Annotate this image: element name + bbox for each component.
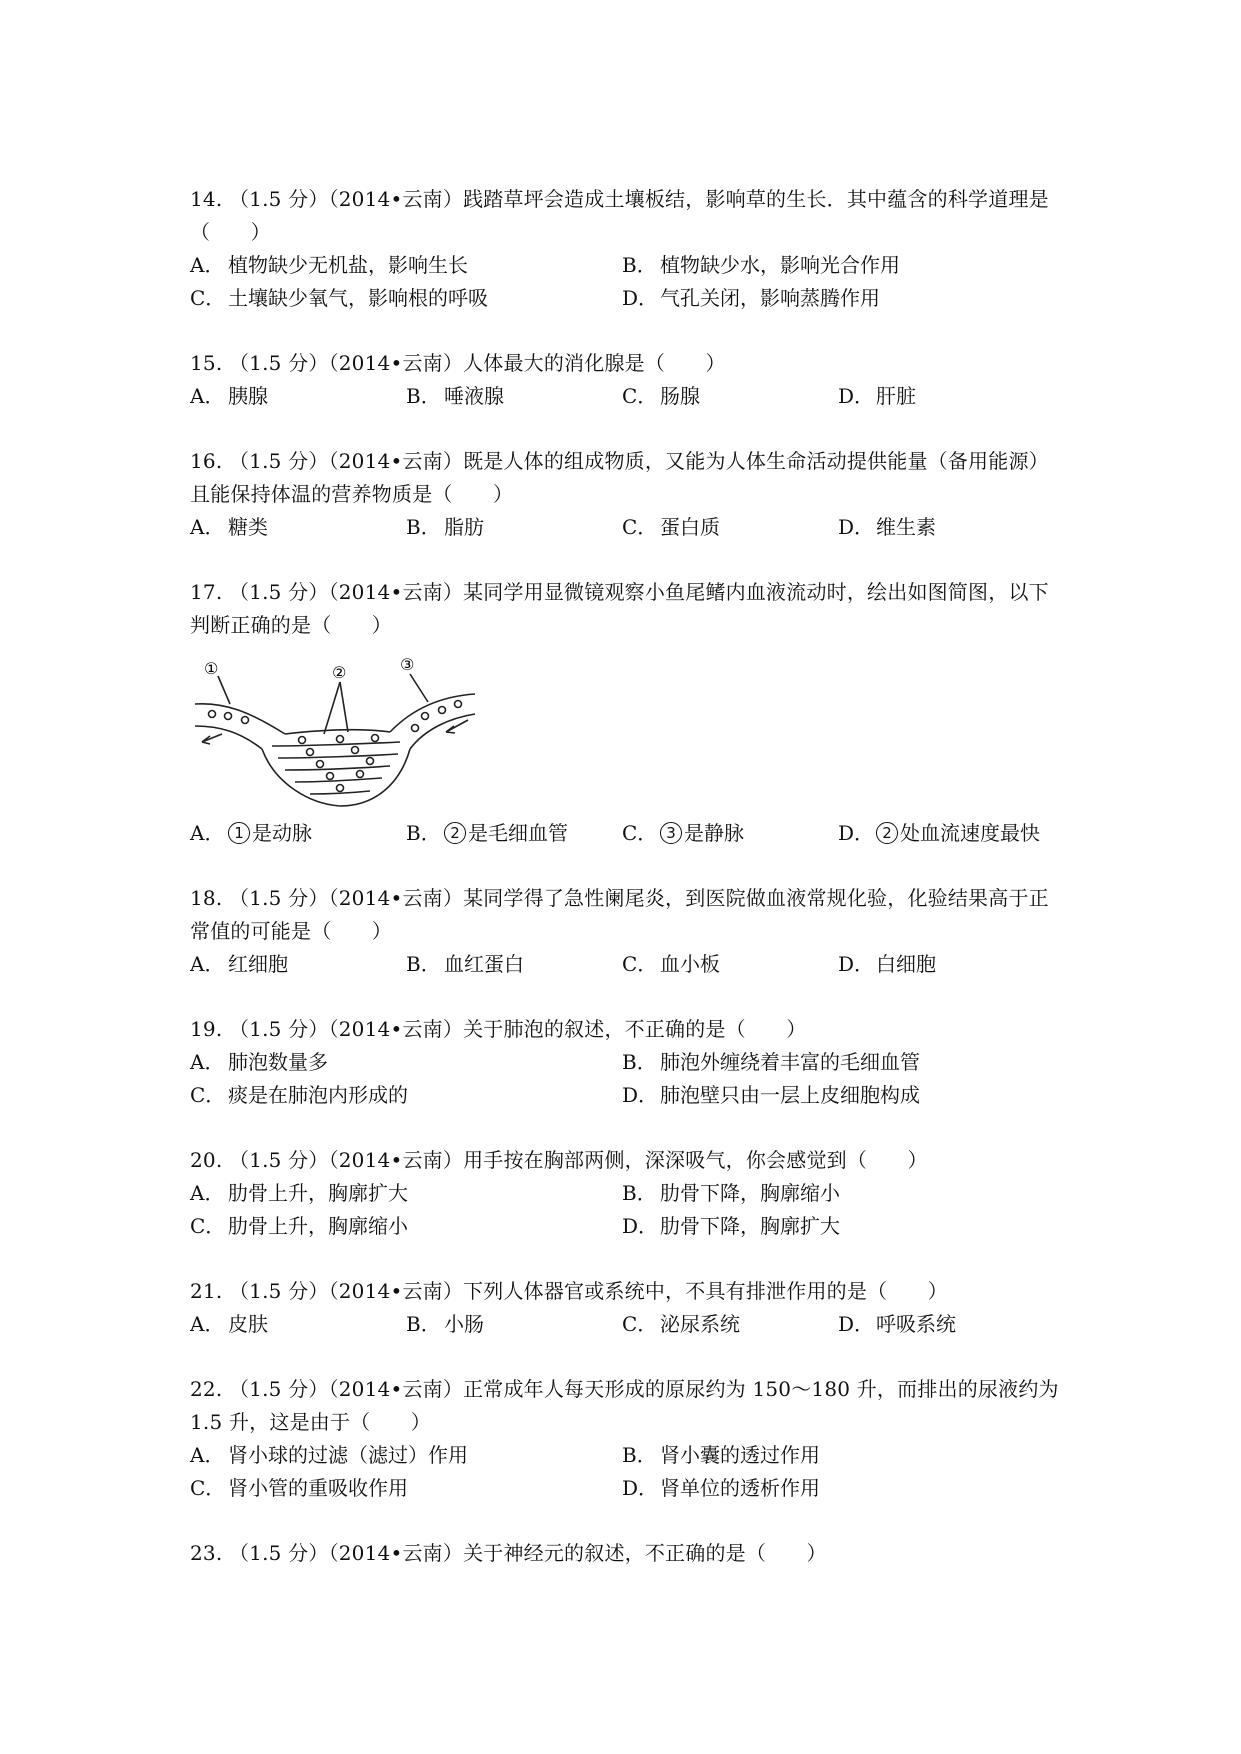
options <box>190 1439 1060 1505</box>
option-text: 脂肪 <box>444 515 484 539</box>
option-letter: A． <box>190 253 225 277</box>
question-number: 17. <box>190 580 223 604</box>
option-d[interactable] <box>838 1308 1060 1341</box>
question-number: 22. <box>190 1377 223 1401</box>
option-letter: B． <box>406 1312 441 1336</box>
question-17 <box>190 576 1060 850</box>
question-18 <box>190 882 1060 981</box>
spacer <box>190 413 1060 445</box>
option-letter: D． <box>838 821 875 845</box>
option-b[interactable] <box>622 1439 1060 1472</box>
option-d[interactable] <box>838 380 1060 413</box>
option-letter: A． <box>190 384 225 408</box>
question-stem <box>190 183 1060 249</box>
option-a[interactable] <box>190 948 406 981</box>
option-letter: B． <box>406 821 441 845</box>
options <box>190 948 1060 981</box>
question-points: （1.5 分） <box>228 1377 329 1401</box>
option-text: 泌尿系统 <box>660 1312 740 1336</box>
option-d[interactable] <box>622 1079 1060 1112</box>
question-number: 14. <box>190 187 223 211</box>
option-letter: B． <box>622 1050 657 1074</box>
option-c[interactable] <box>622 380 838 413</box>
fish-tail-blood-flow-diagram <box>190 654 480 809</box>
option-letter: C． <box>622 384 658 408</box>
option-letter: D． <box>838 515 875 539</box>
question-source: （2014•云南） <box>328 449 464 473</box>
spacer <box>190 981 1060 1013</box>
question-stem <box>190 445 1060 511</box>
option-text: 蛋白质 <box>660 515 720 539</box>
option-text: 小肠 <box>444 1312 484 1336</box>
option-c[interactable] <box>190 282 622 315</box>
option-text: 肾小管的重吸收作用 <box>228 1476 408 1500</box>
option-text: 是毛细血管 <box>468 821 568 845</box>
option-text: 皮肤 <box>228 1312 268 1336</box>
option-letter: D． <box>838 1312 875 1336</box>
option-c[interactable] <box>190 1079 622 1112</box>
option-letter: D． <box>622 1476 659 1500</box>
option-text: 植物缺少水，影响光合作用 <box>660 253 900 277</box>
option-letter: A． <box>190 515 225 539</box>
question-text: 下列人体器官或系统中，不具有排泄作用的是（ ） <box>463 1279 948 1303</box>
question-source: （2014•云南） <box>328 1377 464 1401</box>
option-c[interactable] <box>622 511 838 544</box>
question-stem <box>190 347 1060 380</box>
option-letter: B． <box>406 952 441 976</box>
option-text: 肋骨下降，胸廓缩小 <box>660 1181 840 1205</box>
option-b[interactable] <box>406 1308 622 1341</box>
question-points: （1.5 分） <box>228 351 329 375</box>
question-20 <box>190 1144 1060 1243</box>
question-text: 某同学用显微镜观察小鱼尾鳍内血液流动时，绘出如图简图，以下判断正确的是（ ） <box>190 580 1049 637</box>
option-a[interactable] <box>190 1439 622 1472</box>
option-text: 气孔关闭，影响蒸腾作用 <box>660 286 880 310</box>
options <box>190 1046 1060 1112</box>
question-number: 23. <box>190 1541 223 1565</box>
question-14 <box>190 183 1060 315</box>
option-letter: B． <box>622 1181 657 1205</box>
question-number: 15. <box>190 351 223 375</box>
option-letter: B． <box>406 515 441 539</box>
option-letter: D． <box>622 1214 659 1238</box>
spacer <box>190 544 1060 576</box>
spacer <box>190 850 1060 882</box>
option-text: 处血流速度最快 <box>900 821 1040 845</box>
option-letter: B． <box>622 253 657 277</box>
option-b[interactable] <box>406 817 622 850</box>
option-letter: B． <box>406 384 441 408</box>
question-text: 关于肺泡的叙述，不正确的是（ ） <box>463 1017 807 1041</box>
question-points: （1.5 分） <box>228 1279 329 1303</box>
option-d[interactable] <box>622 282 1060 315</box>
option-text: 肺泡壁只由一层上皮细胞构成 <box>660 1083 920 1107</box>
circled-number: 3 <box>660 822 682 844</box>
option-letter: C． <box>622 515 658 539</box>
option-text: 土壤缺少氧气，影响根的呼吸 <box>228 286 488 310</box>
question-21 <box>190 1275 1060 1341</box>
option-text: 肺泡数量多 <box>228 1050 328 1074</box>
question-16 <box>190 445 1060 544</box>
option-text: 肺泡外缠绕着丰富的毛细血管 <box>660 1050 920 1074</box>
option-d[interactable] <box>622 1472 1060 1505</box>
question-23 <box>190 1537 1060 1570</box>
figure-label-3: ③ <box>400 655 415 674</box>
option-a[interactable] <box>190 1177 622 1210</box>
question-points: （1.5 分） <box>228 886 329 910</box>
option-letter: C． <box>190 286 226 310</box>
option-text: 血小板 <box>660 952 720 976</box>
option-text: 维生素 <box>876 515 936 539</box>
question-number: 18. <box>190 886 223 910</box>
option-letter: A． <box>190 1443 225 1467</box>
option-b[interactable] <box>622 1177 1060 1210</box>
options <box>190 249 1060 315</box>
option-letter: B． <box>622 1443 657 1467</box>
question-points: （1.5 分） <box>228 1148 329 1172</box>
exam-page <box>190 183 1060 1570</box>
option-b[interactable] <box>406 948 622 981</box>
question-number: 21. <box>190 1279 223 1303</box>
figure-label-1: ① <box>204 659 219 678</box>
option-text: 肋骨上升，胸廓扩大 <box>228 1181 408 1205</box>
question-text: 人体最大的消化腺是（ ） <box>463 351 726 375</box>
question-source: （2014•云南） <box>328 351 464 375</box>
option-letter: C． <box>622 821 658 845</box>
option-c[interactable] <box>622 948 838 981</box>
option-d[interactable] <box>622 1210 1060 1243</box>
option-text: 植物缺少无机盐，影响生长 <box>228 253 468 277</box>
question-15 <box>190 347 1060 413</box>
option-b[interactable] <box>622 249 1060 282</box>
question-stem <box>190 576 1060 642</box>
option-d[interactable] <box>838 511 1060 544</box>
question-number: 20. <box>190 1148 223 1172</box>
option-text: 糖类 <box>228 515 268 539</box>
option-letter: D． <box>622 286 659 310</box>
option-letter: C． <box>622 952 658 976</box>
question-source: （2014•云南） <box>328 1148 464 1172</box>
option-text: 呼吸系统 <box>876 1312 956 1336</box>
option-text: 胰腺 <box>228 384 268 408</box>
question-text: 某同学得了急性阑尾炎，到医院做血液常规化验，化验结果高于正常值的可能是（ ） <box>190 886 1049 943</box>
option-c[interactable] <box>190 1472 622 1505</box>
option-d[interactable] <box>838 948 1060 981</box>
spacer <box>190 1341 1060 1373</box>
question-number: 19. <box>190 1017 223 1041</box>
question-source: （2014•云南） <box>328 1279 464 1303</box>
options <box>190 511 1060 544</box>
question-19 <box>190 1013 1060 1112</box>
option-text: 痰是在肺泡内形成的 <box>228 1083 408 1107</box>
option-letter: C． <box>190 1214 226 1238</box>
question-source: （2014•云南） <box>328 1541 464 1565</box>
options <box>190 1308 1060 1341</box>
question-text: 正常成年人每天形成的原尿约为 150～180 升，而排出的尿液约为 1.5 升，这是由于（ ） <box>190 1377 1059 1434</box>
option-a[interactable] <box>190 1046 622 1079</box>
option-text: 是静脉 <box>684 821 744 845</box>
option-b[interactable] <box>406 380 622 413</box>
question-text: 关于神经元的叙述，不正确的是（ ） <box>463 1541 827 1565</box>
option-letter: D． <box>838 952 875 976</box>
question-points: （1.5 分） <box>228 580 329 604</box>
option-a[interactable] <box>190 249 622 282</box>
option-text: 是动脉 <box>252 821 312 845</box>
options <box>190 1177 1060 1243</box>
question-number: 16. <box>190 449 223 473</box>
option-letter: D． <box>622 1083 659 1107</box>
question-22 <box>190 1373 1060 1505</box>
question-stem <box>190 882 1060 948</box>
question-stem <box>190 1013 1060 1046</box>
spacer <box>190 315 1060 347</box>
option-text: 唾液腺 <box>444 384 504 408</box>
question-stem <box>190 1275 1060 1308</box>
option-text: 肝脏 <box>876 384 916 408</box>
options <box>190 380 1060 413</box>
option-text: 白细胞 <box>876 952 936 976</box>
question-source: （2014•云南） <box>328 886 464 910</box>
question-source: （2014•云南） <box>328 580 464 604</box>
option-a[interactable] <box>190 1308 406 1341</box>
option-letter: A． <box>190 1312 225 1336</box>
option-text: 肾单位的透析作用 <box>660 1476 820 1500</box>
question-stem <box>190 1537 1060 1570</box>
option-letter: C． <box>190 1083 226 1107</box>
option-c[interactable] <box>622 817 838 850</box>
question-text: 践踏草坪会造成土壤板结，影响草的生长．其中蕴含的科学道理是（ ） <box>190 187 1049 244</box>
option-text: 肋骨下降，胸廓扩大 <box>660 1214 840 1238</box>
question-source: （2014•云南） <box>328 187 464 211</box>
option-c[interactable] <box>190 1210 622 1243</box>
option-text: 肠腺 <box>660 384 700 408</box>
question-text: 用手按在胸部两侧，深深吸气，你会感觉到（ ） <box>463 1148 928 1172</box>
question-source: （2014•云南） <box>328 1017 464 1041</box>
circled-number: 2 <box>444 822 466 844</box>
option-letter: A． <box>190 1181 225 1205</box>
options <box>190 817 1060 850</box>
option-b[interactable] <box>406 511 622 544</box>
option-letter: C． <box>622 1312 658 1336</box>
spacer <box>190 1243 1060 1275</box>
option-text: 血红蛋白 <box>444 952 524 976</box>
option-letter: A． <box>190 952 225 976</box>
option-letter: A． <box>190 821 225 845</box>
circled-number: 2 <box>876 822 898 844</box>
option-text: 红细胞 <box>228 952 288 976</box>
question-stem <box>190 1373 1060 1439</box>
question-points: （1.5 分） <box>228 187 329 211</box>
option-text: 肾小囊的透过作用 <box>660 1443 820 1467</box>
option-letter: D． <box>838 384 875 408</box>
option-a[interactable] <box>190 380 406 413</box>
option-text: 肋骨上升，胸廓缩小 <box>228 1214 408 1238</box>
question-stem <box>190 1144 1060 1177</box>
option-letter: A． <box>190 1050 225 1074</box>
option-c[interactable] <box>622 1308 838 1341</box>
spacer <box>190 1505 1060 1537</box>
question-text: 既是人体的组成物质，又能为人体生命活动提供能量（备用能源）且能保持体温的营养物质是（ ） <box>190 449 1049 506</box>
circled-number: 1 <box>228 822 250 844</box>
option-b[interactable] <box>622 1046 1060 1079</box>
question-points: （1.5 分） <box>228 449 329 473</box>
option-text: 肾小球的过滤（滤过）作用 <box>228 1443 468 1467</box>
spacer <box>190 1112 1060 1144</box>
question-points: （1.5 分） <box>228 1541 329 1565</box>
option-a[interactable] <box>190 511 406 544</box>
option-letter: C． <box>190 1476 226 1500</box>
figure-label-2: ② <box>332 663 347 682</box>
option-a[interactable] <box>190 817 406 850</box>
question-points: （1.5 分） <box>228 1017 329 1041</box>
option-d[interactable] <box>838 817 1060 850</box>
